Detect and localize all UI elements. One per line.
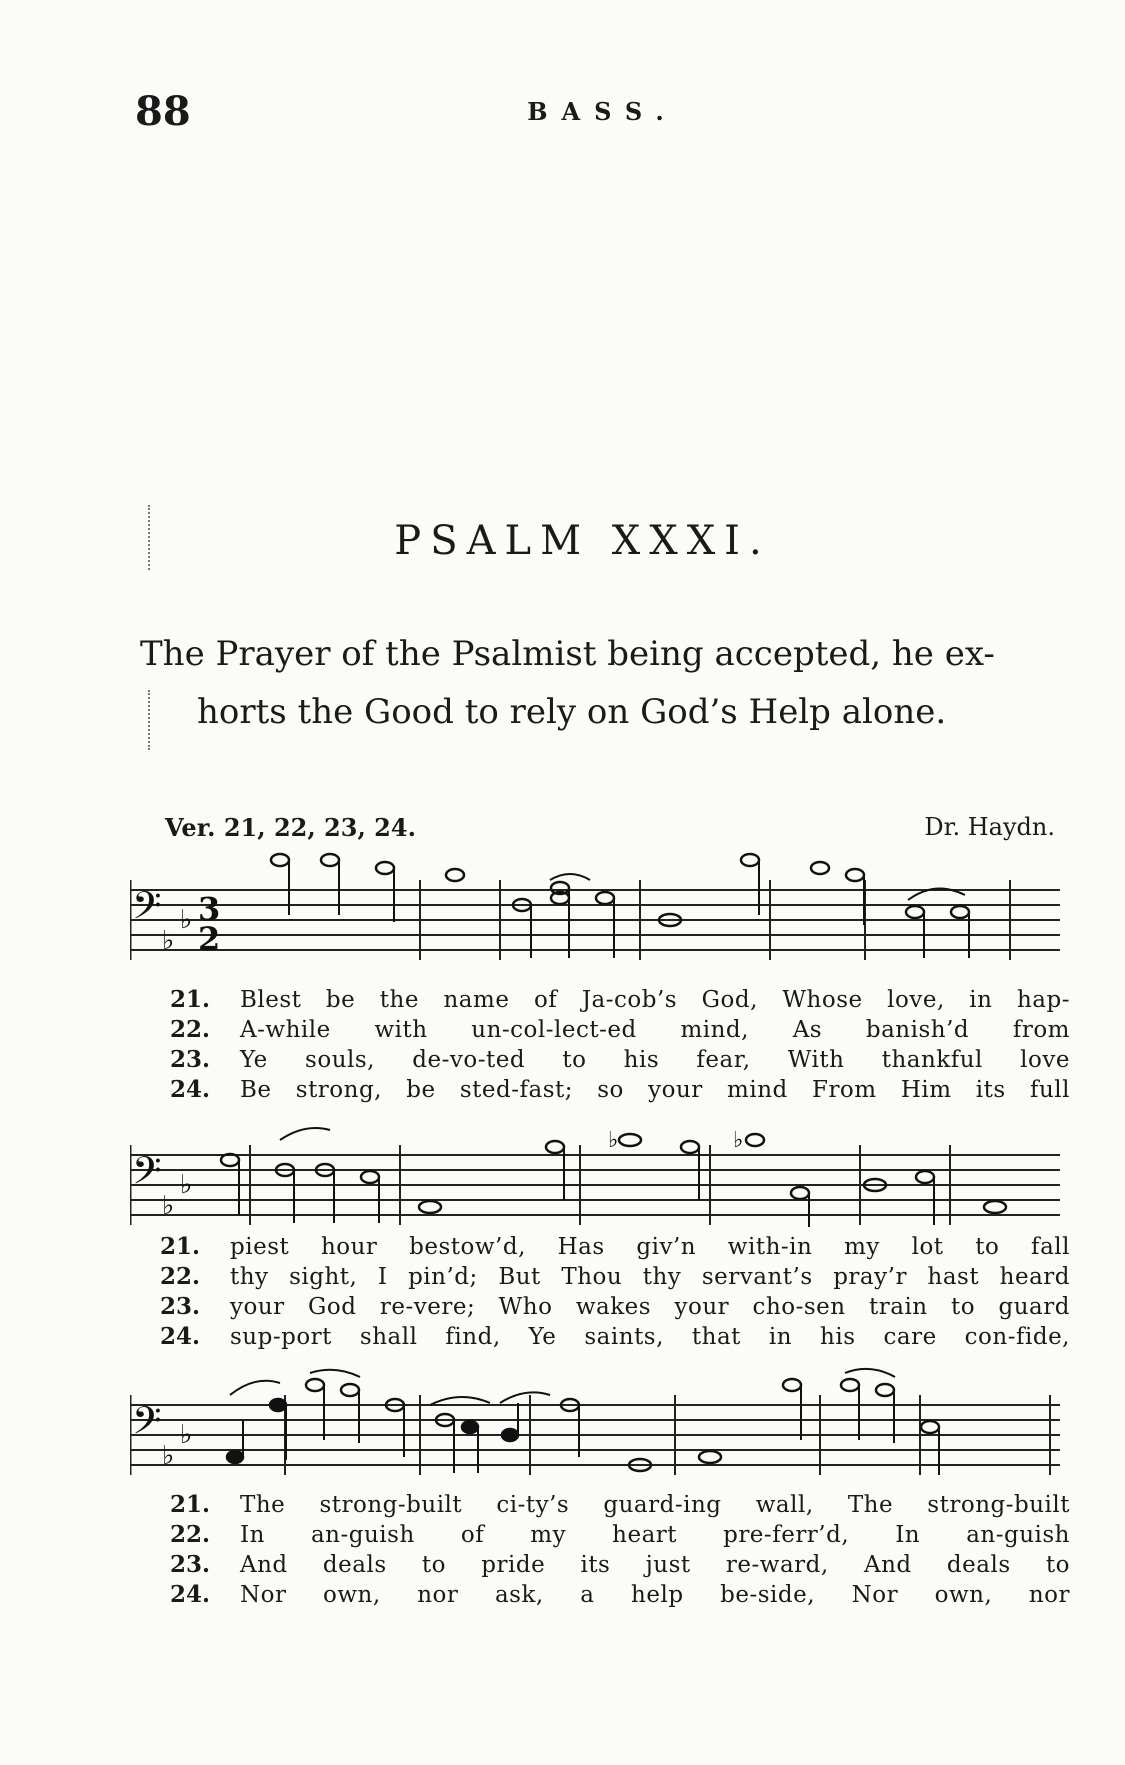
bass-clef-icon: 𝄢	[132, 1398, 162, 1452]
lyric-line: 21. Blest be the name of Ja-cob’s God, Whose love, in hap-	[170, 986, 1070, 1013]
bass-clef-icon: 𝄢	[132, 1148, 162, 1202]
lyric-line: 22. A-while with un-col-lect-ed mind, As banish’d from	[170, 1016, 1070, 1043]
flat-icon: ♭	[180, 905, 193, 935]
time-signature: 3	[198, 890, 221, 928]
lyric-line: 23. And deals to pride its just re-ward, And deals to	[170, 1551, 1070, 1578]
flat-icon: ♭	[608, 1128, 619, 1153]
running-head: BASS.	[527, 97, 678, 126]
flat-icon: ♭	[162, 1191, 175, 1221]
lyric-line: 21. piest hour bestow’d, Has giv’n with-in my lot to fall	[160, 1233, 1070, 1260]
lyric-line: 21. The strong-built ci-ty’s guard-ing wall, The strong-built	[170, 1491, 1070, 1518]
music-staff-2	[130, 1115, 1060, 1235]
music-staff-1	[130, 840, 1060, 980]
flat-icon: ♭	[162, 1441, 175, 1471]
lyrics-block-1	[170, 985, 1070, 1105]
flat-icon: ♭	[162, 926, 175, 956]
flat-icon: ♭	[733, 1128, 744, 1153]
flat-icon: ♭	[180, 1420, 193, 1450]
lyrics-block-2	[160, 1232, 1070, 1352]
lyric-line: 24. sup-port shall find, Ye saints, that in his care con-fide,	[160, 1323, 1070, 1350]
flat-icon: ♭	[180, 1170, 193, 1200]
lyric-line: 23. Ye souls, de-vo-ted to his fear, With thankful love	[170, 1046, 1070, 1073]
lyric-line: 24. Be strong, be sted-fast; so your mind From Him its full	[170, 1076, 1070, 1103]
note-heads	[306, 1379, 939, 1471]
lyrics-block-3	[170, 1490, 1070, 1610]
verse-reference: Ver. 21, 22, 23, 24.	[165, 813, 416, 842]
lyric-line: 24. Nor own, nor ask, a help be-side, Nor own, nor	[170, 1581, 1070, 1608]
note-heads	[227, 1399, 518, 1463]
music-staff-3	[130, 1365, 1060, 1485]
subtitle-line-2: horts the Good to rely on God’s Help alone.	[197, 692, 947, 732]
bass-clef-icon: 𝄢	[132, 883, 162, 937]
lyric-line: 23. your God re-vere; Who wakes your cho-sen train to guard	[160, 1293, 1070, 1320]
time-signature: 2	[198, 920, 221, 958]
psalm-subtitle	[140, 625, 1080, 741]
page-number: 88	[135, 88, 191, 135]
lyric-line: 22. In an-guish of my heart pre-ferr’d, In an-guish	[170, 1521, 1070, 1548]
lyric-line: 22. thy sight, I pin’d; But Thou thy servant’s pray’r hast heard	[160, 1263, 1070, 1290]
subtitle-line-1: The Prayer of the Psalmist being accepted, he ex-	[140, 634, 995, 674]
composer: Dr. Haydn.	[924, 813, 1055, 841]
psalm-title: PSALM XXXI.	[394, 518, 771, 564]
